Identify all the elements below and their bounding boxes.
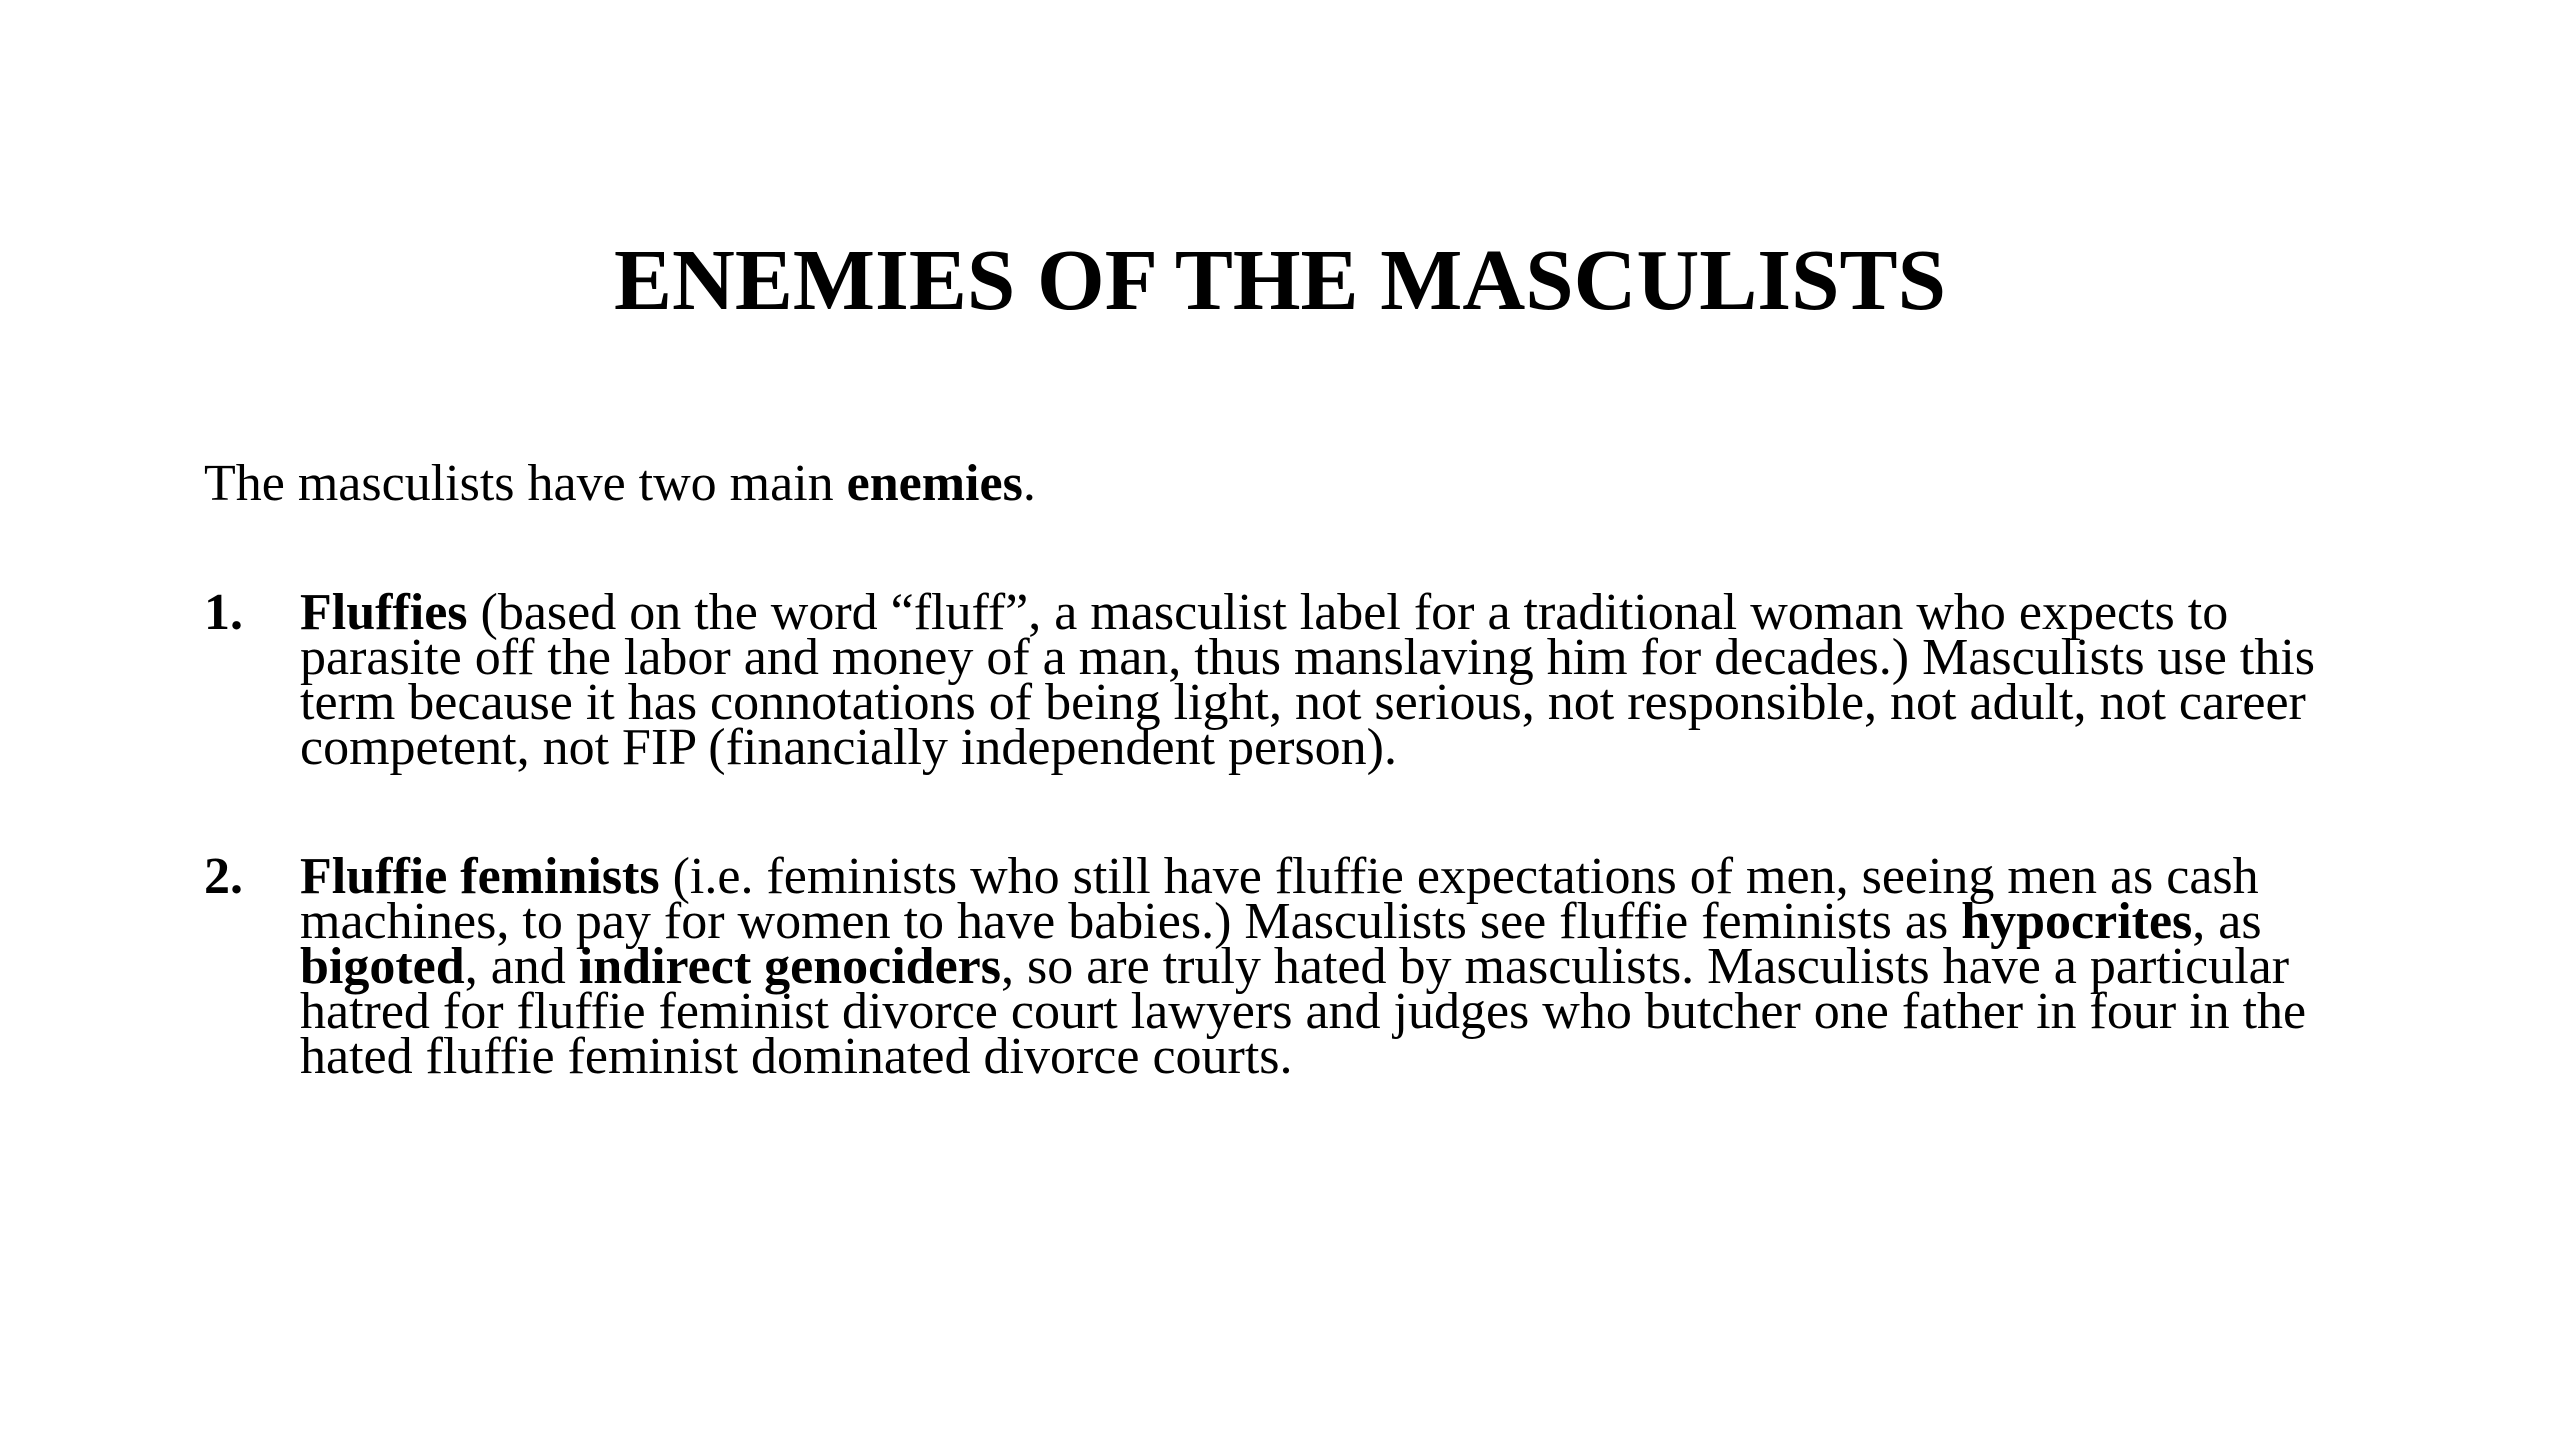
definition-text: , as: [2192, 893, 2262, 950]
intro-bold-enemies: enemies: [846, 455, 1023, 512]
list-item-number: 2.: [204, 848, 243, 905]
definition-text: , so are truly hated by masculists. Masculists have a particular hatred for fluffie feminist divorce court lawyers and judges who butcher one father in four in the hated fluffie feminist dominated divorce courts.: [300, 938, 2307, 1085]
page-title: ENEMIES OF THE MASCULISTS: [614, 231, 1946, 328]
definition-text: (i.e. feminists who still have fluffie expectations of men, seeing men as cash machines, to pay for women to have babies.) Masculists see fluffie feminists as: [300, 848, 2259, 950]
intro-paragraph: [204, 455, 1036, 512]
definition-text: , and: [464, 938, 579, 995]
list-item-number: 1.: [204, 584, 243, 641]
intro-text: The masculists have two main: [204, 455, 847, 512]
bold-bigoted: bigoted: [300, 938, 465, 995]
bold-hypocrites: hypocrites: [1961, 893, 2193, 950]
bold-indirect-genociders: indirect genociders: [578, 938, 1001, 995]
list-item-body: [300, 584, 2400, 776]
term-fluffie-feminists: Fluffie feminists: [300, 848, 660, 905]
list-item-body: [300, 848, 2400, 1085]
definition-text: (based on the word “fluff”, a masculist label for a traditional woman who expects to parasite off the labor and money of a man, thus manslaving him for decades.) Masculists use this term because it has connotations of being light, not serious, not responsible, not adult, not career competent, not FIP (financially independent person).: [300, 584, 2315, 776]
term-fluffies: Fluffies: [300, 584, 468, 641]
intro-text-end: .: [1022, 455, 1036, 512]
